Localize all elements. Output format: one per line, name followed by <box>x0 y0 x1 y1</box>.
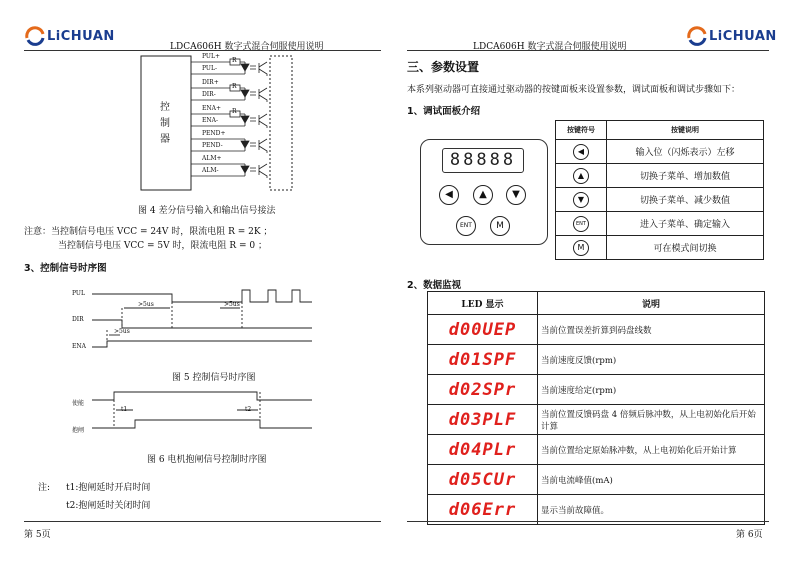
opto-transistor <box>259 114 267 128</box>
led-desc: 当前位置给定原始脉冲数，从上电初始化后开始计算 <box>538 435 765 465</box>
controller-char: 器 <box>160 134 170 145</box>
opto-light-arrow <box>250 168 256 171</box>
led-header-display: LED 显示 <box>428 292 538 315</box>
table-row <box>556 212 764 236</box>
table-row <box>556 140 764 164</box>
opto-led <box>241 141 249 148</box>
right-logo-text: LiCHUAN <box>709 29 777 44</box>
keys-header-symbol: 按键符号 <box>556 121 607 140</box>
led-display: d05CUr <box>448 469 517 490</box>
opto-transistor <box>259 139 267 153</box>
signal-label: DIR- <box>202 91 216 98</box>
signal-label: DIR+ <box>202 79 219 86</box>
table-row <box>428 315 765 345</box>
led-table-header <box>428 292 765 315</box>
signal-label: ALM+ <box>202 155 222 162</box>
led-desc: 当前位置误差折算到码盘线数 <box>538 315 765 345</box>
delay-label: >5us <box>114 328 130 335</box>
right-header-rule <box>407 50 769 51</box>
notes2-prefix: 注: <box>38 483 51 493</box>
opto-transistor <box>259 88 267 102</box>
keys-table <box>555 120 764 260</box>
signal-label: PUL+ <box>202 53 220 60</box>
left-logo-text: LiCHUAN <box>47 29 115 44</box>
opto-light-arrow <box>250 66 256 69</box>
table-row <box>428 405 765 435</box>
table-row <box>556 188 764 212</box>
t1-label: t1 <box>121 406 128 413</box>
opto-light-arrow <box>250 92 256 95</box>
dir-label: DIR <box>72 316 84 323</box>
pul-label: PUL <box>72 290 85 297</box>
led-desc: 显示当前故障值。 <box>538 495 765 525</box>
table-row <box>556 164 764 188</box>
led-display: d01SPF <box>448 349 517 370</box>
key-symbol-ent: ENT <box>573 216 589 232</box>
opto-led <box>241 64 249 71</box>
left-logo <box>24 26 46 50</box>
led-desc: 当前速度反馈(rpm) <box>538 345 765 375</box>
signal-label: ALM- <box>202 167 219 174</box>
debug-panel <box>420 139 548 245</box>
section3-title: 3、控制信号时序图 <box>24 263 107 274</box>
right-logo <box>686 26 708 50</box>
table-row <box>556 236 764 260</box>
resistor-label: R <box>232 83 237 90</box>
led-desc: 当前电流峰值(mA) <box>538 465 765 495</box>
key-symbol-m: M <box>573 240 589 256</box>
table-row <box>428 435 765 465</box>
ena-label: ENA <box>72 343 86 350</box>
table-row <box>428 495 765 525</box>
sub2-title: 2、数据监视 <box>407 280 462 291</box>
fig4-caption: 图 4 差分信号输入和输出信号接法 <box>138 206 276 216</box>
section-title: 三、参数设置 <box>407 60 480 74</box>
opto-light-arrow <box>250 118 256 121</box>
key-symbol-down: ▼ <box>573 192 589 208</box>
led-desc: 当前速度给定(rpm) <box>538 375 765 405</box>
opto-transistor <box>259 164 267 178</box>
up-button[interactable]: ▲ <box>473 185 493 205</box>
right-page-number: 第 6页 <box>736 530 763 540</box>
down-button[interactable]: ▼ <box>506 185 526 205</box>
keys-header-desc: 按键说明 <box>607 121 764 140</box>
note-line2: 当控制信号电压 VCC = 5V 时，限流电阻 R = 0 ； <box>58 241 267 251</box>
sub1-title: 1、调试面板介绍 <box>407 106 481 117</box>
right-footer-rule <box>407 521 769 522</box>
note-line1: 注意：当控制信号电压 VCC = 24V 时，限流电阻 R = 2K ； <box>24 227 273 237</box>
brake-timing-diagram <box>72 386 322 446</box>
key-symbol-left: ◀ <box>573 144 589 160</box>
left-footer-rule <box>24 521 381 522</box>
left-header-title: LDCA606H 数字式混合伺服使用说明 <box>170 42 324 52</box>
signal-label: PUL- <box>202 65 217 72</box>
signal-label: PEND- <box>202 142 223 149</box>
led-display: d06Err <box>448 499 517 520</box>
ent-button[interactable]: ENT <box>456 216 476 236</box>
delay-label: >5us <box>224 301 240 308</box>
opto-led <box>241 90 249 97</box>
brake-label: 抱闸 <box>72 427 85 434</box>
left-header-rule <box>24 50 381 51</box>
lichuan-logo-icon <box>24 26 46 46</box>
controller-char: 制 <box>160 118 170 129</box>
left-button[interactable]: ◀ <box>439 185 459 205</box>
led-display: d00UEP <box>448 319 517 340</box>
opto-light-arrow <box>250 143 256 146</box>
notes2-line2: t2:抱闸延时关闭时间 <box>66 501 151 511</box>
led-header-desc: 说明 <box>538 292 765 315</box>
led-table <box>427 291 765 525</box>
left-page-number: 第 5页 <box>24 530 51 540</box>
panel-display: 88888 <box>442 148 524 173</box>
controller-label <box>160 100 170 148</box>
key-desc: 可在模式间切换 <box>607 236 764 260</box>
enable-label: 使能 <box>72 400 85 407</box>
keys-table-header <box>556 121 764 140</box>
opto-led <box>241 116 249 123</box>
m-button[interactable]: M <box>490 216 510 236</box>
key-desc: 进入子菜单、确定输入 <box>607 212 764 236</box>
right-header-title: LDCA606H 数字式混合伺服使用说明 <box>473 42 627 52</box>
opto-transistor <box>259 62 267 76</box>
table-row <box>428 345 765 375</box>
intro-text: 本系列驱动器可直接通过驱动器的按键面板来设置参数，调试面板和调试步骤如下： <box>407 85 741 95</box>
delay-label: >5us <box>138 301 154 308</box>
table-row <box>428 375 765 405</box>
t2-label: t2 <box>245 406 252 413</box>
key-desc: 切换子菜单、增加数值 <box>607 164 764 188</box>
lichuan-logo-icon <box>686 26 708 46</box>
fig5-caption: 图 5 控制信号时序图 <box>172 373 256 383</box>
signal-label: ENA- <box>202 117 218 124</box>
resistor-label: R <box>232 57 237 64</box>
led-desc: 当前位置反馈码盘 4 倍频后脉冲数，从上电初始化后开始计算 <box>538 405 765 435</box>
notes2-line1: t1:抱闸延时开启时间 <box>66 483 151 493</box>
signal-label: ENA+ <box>202 105 221 112</box>
key-symbol-up: ▲ <box>573 168 589 184</box>
signal-label: PEND+ <box>202 130 226 137</box>
timing-diagram <box>72 280 322 370</box>
key-desc: 切换子菜单、减少数值 <box>607 188 764 212</box>
key-desc: 输入位（闪烁表示）左移 <box>607 140 764 164</box>
resistor-label: R <box>232 108 237 115</box>
opto-led <box>241 166 249 173</box>
led-display: d03PLF <box>448 409 517 430</box>
table-row <box>428 465 765 495</box>
led-display: d02SPr <box>448 379 517 400</box>
controller-char: 控 <box>160 102 170 113</box>
fig6-caption: 图 6 电机抱闸信号控制时序图 <box>147 455 267 465</box>
led-display: d04PLr <box>448 439 517 460</box>
